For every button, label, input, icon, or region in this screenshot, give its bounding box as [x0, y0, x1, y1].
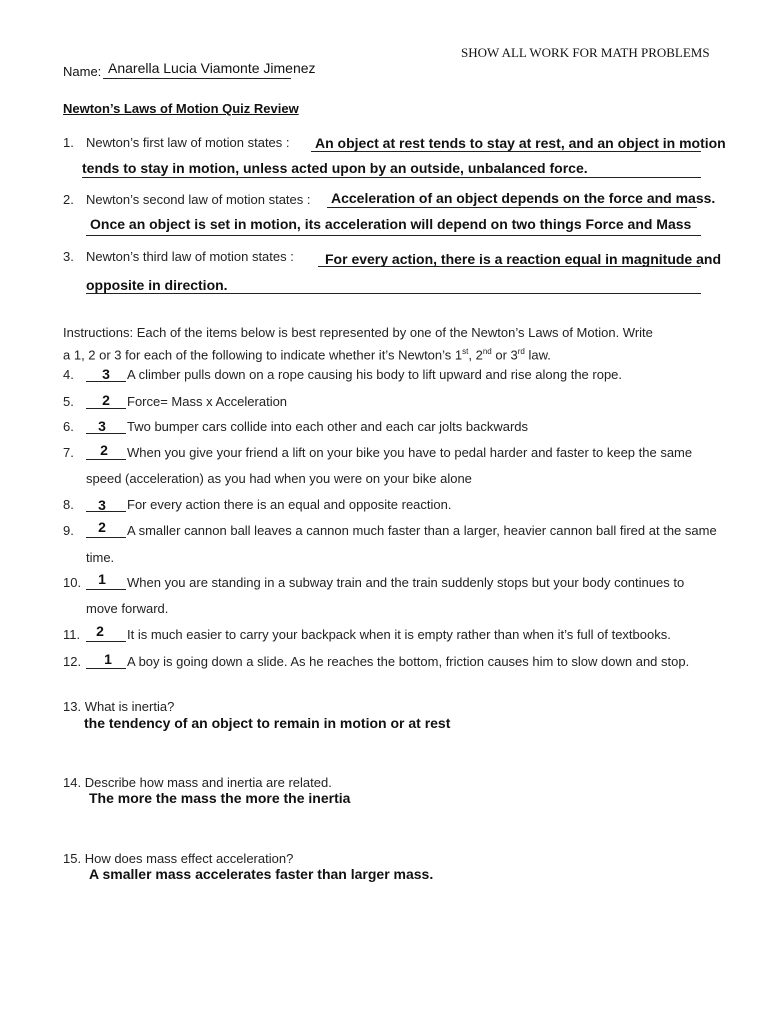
law-1-prompt: Newton’s first law of motion states :: [86, 135, 290, 150]
answer-13[interactable]: the tendency of an object to remain in motion or at rest: [84, 715, 451, 731]
law-2-answer-line2[interactable]: Once an object is set in motion, its acceleration will depend on two things Force and Mass: [90, 216, 692, 232]
item-7-number: 7.: [63, 445, 74, 460]
page-title: Newton’s Laws of Motion Quiz Review: [63, 101, 299, 116]
item-5-text: Force= Mass x Acceleration: [127, 394, 288, 409]
item-5-number: 5.: [63, 394, 74, 409]
item-8-answer[interactable]: 3: [98, 497, 106, 513]
question-14-number: 14.: [63, 775, 82, 790]
law-1-underline2: [82, 177, 701, 178]
item-10-text-cont: move forward.: [86, 601, 169, 616]
instructions-label: Instructions:: [63, 325, 134, 340]
item-12-text: A boy is going down a slide. As he reaches the bottom, friction causes him to slow down and stop.: [127, 654, 690, 669]
instructions-text1: Each of the items below is best represented by one of the Newton’s Laws of Motion. Write: [133, 325, 653, 340]
item-11-number: 11.: [63, 627, 81, 642]
item-9-answer[interactable]: 2: [98, 519, 106, 535]
sup-rd: rd: [517, 347, 525, 356]
item-8-number: 8.: [63, 497, 74, 512]
law-3-answer-line1[interactable]: For every action, there is a reaction equal in magnitude and: [325, 251, 721, 267]
item-8-text: For every action there is an equal and opposite reaction.: [127, 497, 452, 512]
item-4-answer[interactable]: 3: [102, 366, 110, 382]
law-2-number: 2.: [63, 192, 74, 207]
item-11-blank: [86, 641, 126, 642]
answer-15[interactable]: A smaller mass accelerates faster than larger mass.: [89, 866, 434, 882]
name-underline: [103, 78, 291, 79]
instructions-text2a: a 1, 2 or 3 for each of the following to indicate whether it’s Newton’s 1: [63, 347, 463, 363]
item-4-blank: [86, 381, 126, 382]
item-12-answer[interactable]: 1: [104, 651, 112, 667]
item-4-number: 4.: [63, 367, 74, 382]
item-8-blank: [86, 511, 126, 512]
item-11-text: It is much easier to carry your backpack when it is empty rather than when it’s full of textbooks.: [127, 627, 671, 642]
item-6-blank: [86, 433, 126, 434]
item-10-number: 10.: [63, 575, 82, 590]
law-2-answer-line1[interactable]: Acceleration of an object depends on the force and mass.: [331, 190, 716, 206]
item-9-number: 9.: [63, 523, 74, 538]
sup-nd: nd: [482, 347, 492, 356]
instructions-text2b: , 2: [468, 347, 483, 363]
item-9-text-cont: time.: [86, 550, 115, 565]
item-6-text: Two bumper cars collide into each other and each car jolts backwards: [127, 419, 529, 434]
law-1-answer-line1[interactable]: An object at rest tends to stay at rest, and an object in motion: [315, 135, 726, 151]
item-11-answer[interactable]: 2: [96, 623, 104, 639]
instructions-text2c: or 3: [491, 347, 518, 363]
question-15-number: 15.: [63, 851, 82, 866]
item-4-text: A climber pulls down on a rope causing his body to lift upward and rise along the rope.: [127, 367, 623, 382]
item-7-blank: [86, 459, 126, 460]
law-3-underline2: [86, 293, 701, 294]
show-work-instruction: SHOW ALL WORK FOR MATH PROBLEMS: [461, 45, 710, 60]
law-2-underline1: [327, 207, 697, 208]
law-2-prompt: Newton’s second law of motion states :: [86, 192, 311, 207]
item-9-blank: [86, 537, 126, 538]
item-5-answer[interactable]: 2: [102, 392, 110, 408]
law-1-answer-line2[interactable]: tends to stay in motion, unless acted upon by an outside, unbalanced force.: [82, 160, 588, 176]
instructions-text2d: law.: [524, 347, 551, 363]
name-value[interactable]: Anarella Lucia Viamonte Jimenez: [108, 60, 316, 76]
item-10-text: When you are standing in a subway train and the train suddenly stops but your body continues to: [127, 575, 685, 590]
item-6-number: 6.: [63, 419, 74, 434]
question-15-text: How does mass effect acceleration?: [84, 851, 294, 866]
item-10-answer[interactable]: 1: [98, 571, 106, 587]
answer-14[interactable]: The more the mass the more the inertia: [89, 790, 351, 806]
law-3-underline1: [318, 266, 701, 267]
item-6-answer[interactable]: 3: [98, 418, 106, 434]
item-10-blank: [86, 589, 126, 590]
law-3-number: 3.: [63, 249, 74, 264]
question-13: [63, 699, 174, 714]
question-15: [63, 851, 293, 866]
question-14-text: Describe how mass and inertia are related.: [84, 775, 332, 790]
question-13-number: 13.: [63, 699, 82, 714]
question-13-text: What is inertia?: [84, 699, 175, 714]
item-7-answer[interactable]: 2: [100, 442, 108, 458]
question-14: [63, 775, 332, 790]
law-1-number: 1.: [63, 135, 74, 150]
item-9-text: A smaller cannon ball leaves a cannon much faster than a larger, heavier cannon ball fired at the same: [127, 523, 717, 538]
instructions-line2: [63, 347, 551, 362]
item-12-blank: [86, 668, 126, 669]
law-1-underline1: [311, 151, 701, 152]
law-3-prompt: Newton’s third law of motion states :: [86, 249, 294, 264]
law-3-answer-line2[interactable]: opposite in direction.: [86, 277, 228, 293]
law-2-underline2: [86, 235, 701, 236]
item-5-blank: [86, 408, 126, 409]
item-12-number: 12.: [63, 654, 82, 669]
instructions-line1: [63, 325, 653, 340]
name-label: Name:: [63, 64, 102, 79]
item-7-text: When you give your friend a lift on your bike you have to pedal harder and faster to keep the same: [127, 445, 693, 460]
sup-st: st: [462, 347, 469, 356]
item-7-text-cont: speed (acceleration) as you had when you were on your bike alone: [86, 471, 472, 486]
